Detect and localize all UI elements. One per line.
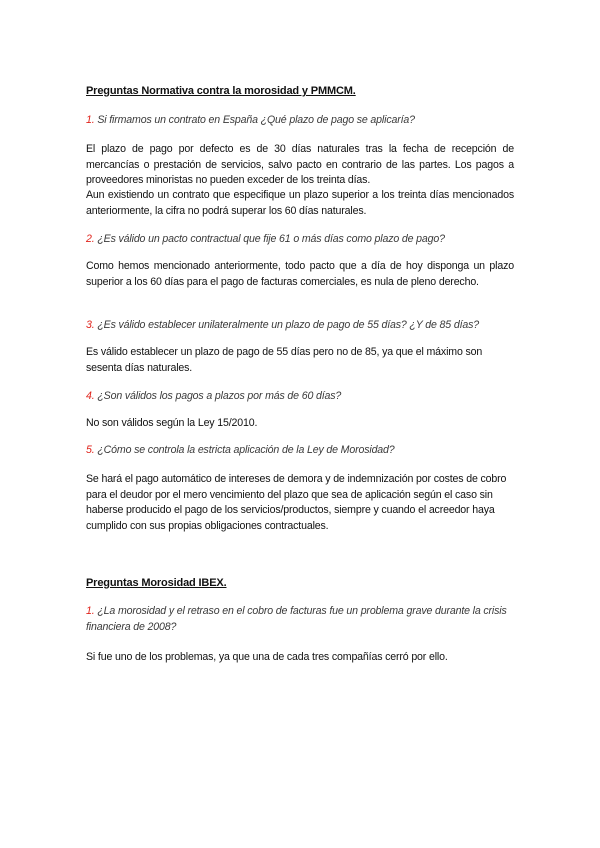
question-2 (86, 232, 514, 248)
question-5 (86, 443, 514, 459)
question-text: ¿Es válido establecer unilateralmente un plazo de pago de 55 días? ¿Y de 85 días? (94, 319, 479, 331)
section-heading-ibex: Preguntas Morosidad IBEX. (86, 577, 227, 589)
answer-ibex-1: Si fue uno de los problemas, ya que una de cada tres compañías cerró por ello. (86, 651, 448, 663)
question-text: ¿Cómo se controla la estricta aplicación de la Ley de Morosidad? (94, 444, 395, 456)
answer-1-paragraph-2: Aun existiendo un contrato que especifique un plazo superior a los treinta días mencionados anteriormente, la cifra no podrá superar los 60 días naturales. (86, 189, 514, 217)
question-number: 1. (86, 605, 95, 617)
question-text: ¿Es válido un pacto contractual que fije 61 o más días como plazo de pago? (94, 233, 445, 245)
question-number: 1. (86, 114, 95, 126)
question-number: 5. (86, 444, 95, 456)
question-number: 2. (86, 233, 95, 245)
answer-3: Es válido establecer un plazo de pago de 55 días pero no de 85, ya que el máximo son sesenta días naturales. (86, 346, 483, 374)
section-heading-normativa: Preguntas Normativa contra la morosidad y PMMCM. (86, 85, 356, 97)
question-text: ¿Son válidos los pagos a plazos por más de 60 días? (94, 390, 342, 402)
question-3 (86, 318, 514, 334)
answer-2: Como hemos mencionado anteriormente, todo pacto que a día de hoy disponga un plazo superior a los 60 días para el pago de facturas comerciales, es nula de pleno derecho. (86, 260, 514, 288)
answer-5: Se hará el pago automático de intereses de demora y de indemnización por costes de cobro para el deudor por el mero vencimiento del plazo que sea de aplicación según el caso sin haberse producido el pago de los servicios/productos, siempre y cuando el acreedor haya cumplido con sus propias obligaciones contractuales. (86, 473, 507, 532)
answer-1-paragraph-1: El plazo de pago por defecto es de 30 días naturales tras la fecha de recepción de mercancías o prestación de servicios, salvo pacto en contrario de las partes. Los pagos a proveedores minoristas no pueden exceder de los treinta días. (86, 143, 514, 186)
question-1 (86, 113, 514, 129)
question-number: 3. (86, 319, 95, 331)
question-text: ¿La morosidad y el retraso en el cobro de facturas fue un problema grave durante la crisis financiera de 2008? (86, 605, 507, 633)
question-ibex-1 (86, 604, 514, 635)
answer-4: No son válidos según la Ley 15/2010. (86, 417, 258, 429)
question-text: Si firmamos un contrato en España ¿Qué plazo de pago se aplicaría? (94, 114, 415, 126)
question-number: 4. (86, 390, 95, 402)
question-4 (86, 389, 514, 405)
